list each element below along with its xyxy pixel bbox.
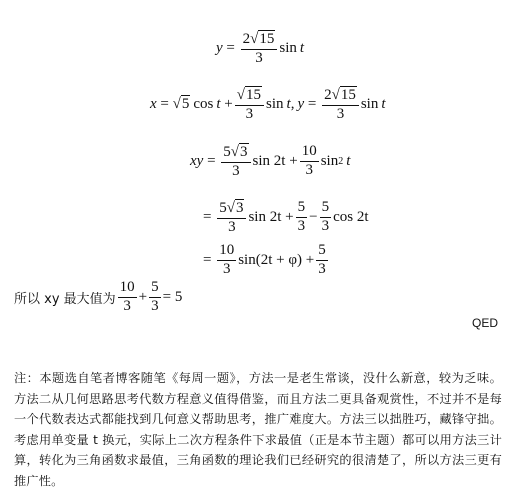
eq3-fraction-1: 5 √ 3 3 [221,143,250,179]
author-note: 注：本题选自笔者博客随笔《每周一题》，方法一是老生常谈，没什么新意，较为乏味。方法二从几何思路思考代数方程意义值得借鉴，而且方法二更具备观赏性，不过并不是每一个代数表达式都能找到几何意义帮助思考，推广难度大。方法三以拙胜巧，藏锋守拙。考虑用单变量 t 换元，实际上二次方程条件下求最值（正是本节主题）都可以用方法三计算，转化为三角函数求最值，三角函数的理论我们已经研究的很清楚了，所以方法三更有推广性。 [14,371,502,488]
eq1-den: 3 [255,49,263,66]
eq5-den2: 3 [318,260,326,277]
eq3-den2: 3 [305,161,313,178]
eq5-sin-expr: sin(2t + φ) [238,251,302,268]
eq2-x: x [150,95,157,112]
eq3-a-sqrt: 3 [240,144,248,160]
eq4-den2: 3 [297,217,306,234]
conclusion-n1: 10 [118,280,137,298]
eq2-sin1: sin [266,95,284,112]
eq3-b-num: 10 [300,144,319,162]
eq1-coef: 2 [242,30,251,47]
conclusion-d1: 3 [123,297,131,314]
eq4-sin2t: sin 2t [248,208,282,225]
eq5-fraction-1 [217,243,236,278]
eq2-sqrt5: 5 [181,96,190,113]
eq4-a-coef: 5 [219,199,227,216]
eq2-t2: t [286,95,291,112]
eq2-coef: 2 [324,86,332,103]
eq4-cos2t: cos 2t [333,208,369,225]
eq4-den1: 3 [228,218,236,235]
eq5-fraction-2 [316,243,328,278]
eq2-den1: 3 [245,105,254,122]
equation-1: y = 2 √ 15 3 sin t [216,30,305,66]
eq1-var: t [299,39,305,56]
eq1-fn: sin [279,39,297,56]
eq3-sin2t: sin 2t [252,152,286,169]
equation-3: xy = 5 √ 3 3 sin 2t + $\frac{10}{3}$ sin 2 t [190,142,351,179]
eq1-fraction: 2 √ 15 3 [241,30,278,66]
conclusion-prefix: 所以 xy 最大值为 [14,291,116,307]
eq1-lhs: y [216,39,223,56]
eq2-fraction-1: √ 15 3 [235,86,264,122]
conclusion-result: = 5 [162,288,183,305]
eq2-cos: cos [193,95,214,112]
eq4-den3: 3 [321,217,330,234]
conclusion-line: 所以 xy 最大值为 $\frac{10}{3}$ + $\frac{5}{3}$ = 5 [14,279,183,314]
eq3-fraction-2 [300,144,319,179]
qed-mark: QED [471,316,498,330]
eq3-sin: sin [320,152,339,169]
eq3-lhs: xy [190,152,204,169]
eq5-a-num: 10 [217,243,236,261]
eq3-square: 2 [338,155,344,167]
eq4-fraction-2 [296,200,308,235]
eq4-b-num: 5 [296,200,308,218]
eq2-t1: t [216,95,221,112]
eq2-sqrt15: 15 [340,87,356,103]
eq2-y: y [297,95,305,112]
eq1-sqrt-arg: 15 [259,31,275,47]
eq2-sep: , [290,95,295,112]
eq4-a-sqrt: 3 [235,200,244,216]
equation-4: = 5 √ 3 3 sin 2t + $\frac{5}{3}$ − $\frac{5}{3}$ cos 2t [203,198,369,235]
eq3-den1: 3 [232,162,240,179]
equation-2: x = √ 5 cos t + √ 15 3 sin t , y = 2 √ 15 3 sin t [150,86,386,122]
conclusion-n2: 5 [149,280,161,298]
eq3-t: t [346,152,351,169]
equation-5: = $\frac{10}{3}$ sin(2t + φ) + $\frac{5}{3}$ [203,242,326,277]
eq4-c-num: 5 [320,200,332,218]
eq5-den1: 3 [222,260,231,277]
eq5-b-num: 5 [316,243,328,261]
conclusion-d2: 3 [151,297,159,314]
conclusion-fraction-1 [118,280,137,315]
eq4-fraction-3 [320,200,332,235]
conclusion-fraction-2 [149,280,161,315]
eq2-sin2: sin [360,95,379,112]
eq2-t3: t [381,95,386,112]
eq3-a-coef: 5 [223,143,231,160]
eq2-fraction-2: 2 √ 15 3 [322,86,359,122]
eq2-den2: 3 [336,105,345,122]
eq2-num-sqrt: 15 [246,87,261,103]
eq4-fraction-1: 5 √ 3 3 [217,199,246,235]
